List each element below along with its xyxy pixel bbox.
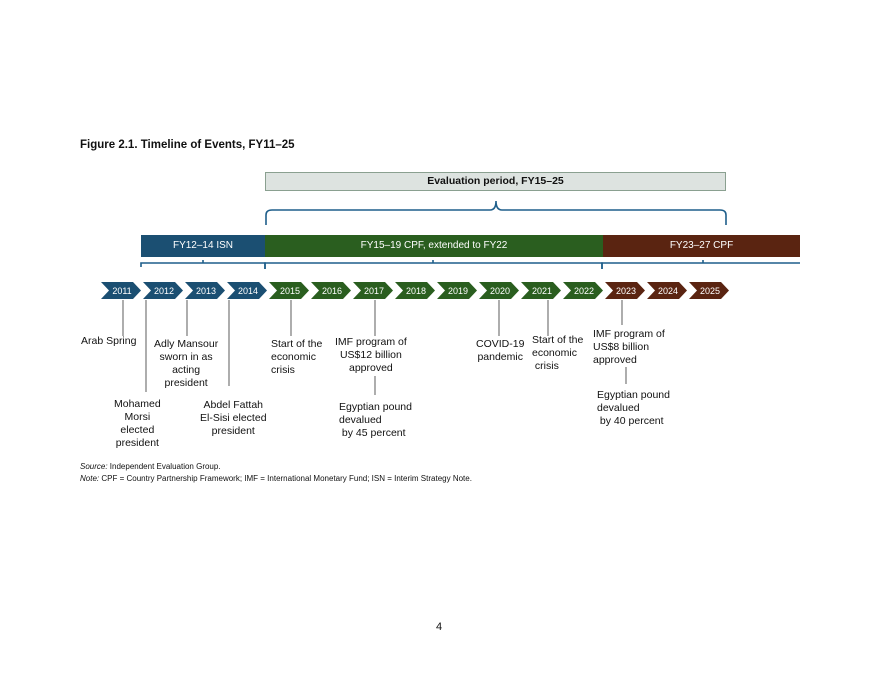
cpf1-brace <box>265 260 602 269</box>
source-label: Source: <box>80 462 108 471</box>
year-label-2023: 2023 <box>615 286 637 296</box>
figure-title: Figure 2.1. Timeline of Events, FY11–25 <box>80 139 295 151</box>
evaluation-brace <box>266 201 726 225</box>
event-mansour-sworn-in: Adly Mansour sworn in as acting president <box>154 338 219 389</box>
cpf2-brace <box>602 260 800 269</box>
source-note <box>80 462 221 471</box>
note-text: CPF = Country Partnership Framework; IMF = International Monetary Fund; ISN = Interim Strategy Note. <box>99 474 472 483</box>
year-label-2014: 2014 <box>237 286 259 296</box>
event-covid-pandemic: COVID-19 pandemic <box>476 338 525 363</box>
event-pound-devalued-2017: Egyptian pound devalued by 45 percent <box>339 401 412 439</box>
year-label-2024: 2024 <box>657 286 679 296</box>
year-label-2012: 2012 <box>153 286 175 296</box>
isn-brace <box>141 260 265 269</box>
event-economic-crisis-2015: Start of the economic crisis <box>271 338 323 376</box>
event-imf-program-2023: IMF program of US$8 billion approved <box>593 328 665 366</box>
year-label-2013: 2013 <box>195 286 217 296</box>
year-label-2017: 2017 <box>363 286 385 296</box>
band-cpf-2023-2027: FY23–27 CPF <box>603 235 800 257</box>
year-label-2011: 2011 <box>112 286 132 296</box>
event-imf-program-2017: IMF program of US$12 billion approved <box>335 336 407 374</box>
year-label-2020: 2020 <box>489 286 511 296</box>
year-label-2022: 2022 <box>573 286 595 296</box>
note-label: Note: <box>80 474 100 483</box>
year-label-2021: 2021 <box>531 286 553 296</box>
event-arab-spring: Arab Spring <box>81 335 137 347</box>
band-isn: FY12–14 ISN <box>141 235 265 257</box>
page-number: 4 <box>436 621 443 633</box>
abbreviation-note <box>80 474 472 483</box>
event-economic-crisis-2021: Start of the economic crisis <box>532 334 584 372</box>
event-morsi-elected: Mohamed Morsi elected president <box>114 398 161 449</box>
band-cpf-2015-2022: FY15–19 CPF, extended to FY22 <box>265 235 603 257</box>
event-el-sisi-elected: Abdel Fattah El-Sisi elected president <box>200 399 267 437</box>
year-label-2025: 2025 <box>699 286 721 296</box>
year-label-2016: 2016 <box>321 286 343 296</box>
year-label-2019: 2019 <box>447 286 469 296</box>
event-pound-devalued-2023: Egyptian pound devalued by 40 percent <box>597 389 670 427</box>
evaluation-period-box: Evaluation period, FY15–25 <box>265 172 726 191</box>
source-text: Independent Evaluation Group. <box>107 462 221 471</box>
year-chevrons <box>101 282 729 299</box>
year-label-2018: 2018 <box>405 286 427 296</box>
year-label-2015: 2015 <box>279 286 301 296</box>
